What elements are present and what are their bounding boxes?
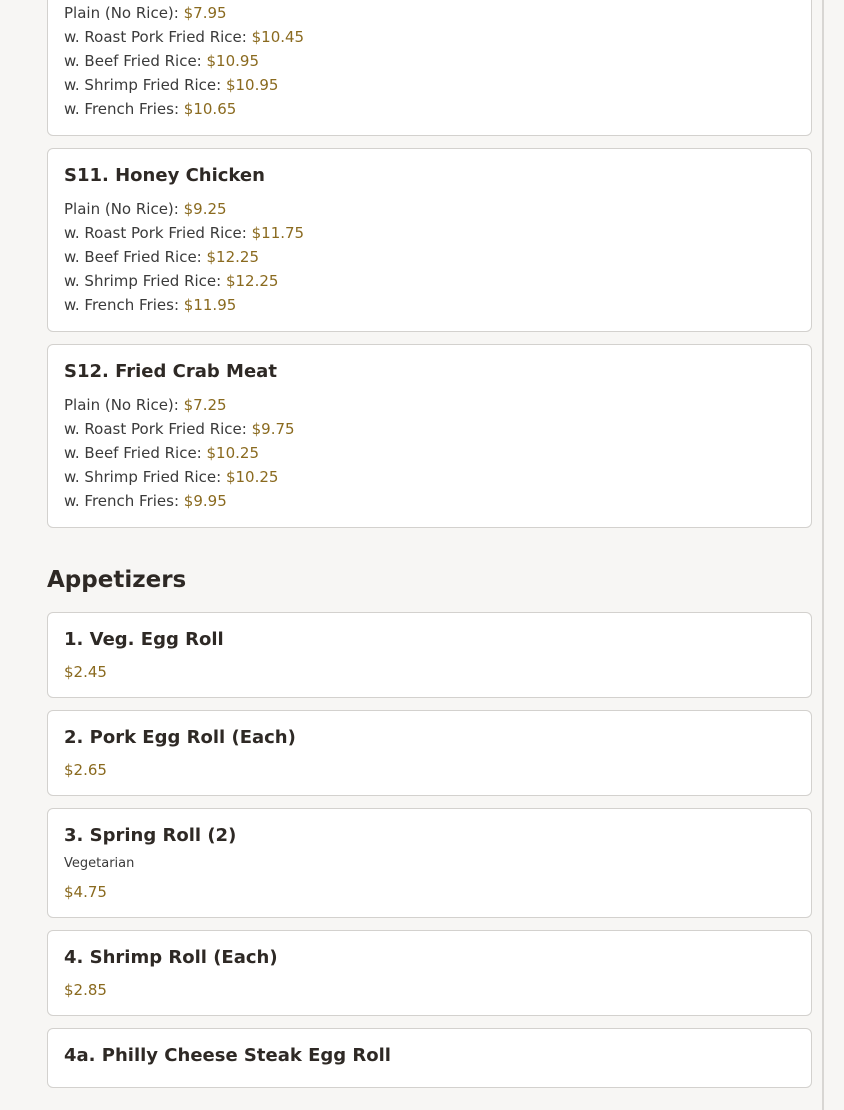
price-row bbox=[64, 441, 795, 465]
price-value: $12.25 bbox=[206, 248, 259, 266]
price-label: w. French Fries: bbox=[64, 492, 184, 510]
price-label: w. Beef Fried Rice: bbox=[64, 52, 207, 70]
price-row bbox=[64, 25, 795, 49]
price-label: w. Roast Pork Fried Rice: bbox=[64, 28, 252, 46]
price-value: $10.45 bbox=[251, 28, 305, 46]
price-value: $10.95 bbox=[225, 76, 279, 94]
item-price: $2.85 bbox=[64, 981, 107, 999]
menu-item-card[interactable] bbox=[47, 148, 812, 332]
price-row bbox=[64, 293, 795, 317]
menu-item-card[interactable] bbox=[47, 0, 812, 136]
price-row bbox=[64, 197, 795, 221]
menu-item-card[interactable] bbox=[47, 930, 812, 1016]
price-label: w. French Fries: bbox=[64, 296, 184, 314]
item-title: S12. Fried Crab Meat bbox=[64, 361, 277, 382]
menu-item-card[interactable] bbox=[47, 612, 812, 698]
price-value: $9.75 bbox=[251, 420, 295, 438]
item-description: Vegetarian bbox=[64, 856, 135, 871]
price-value: $10.25 bbox=[206, 444, 259, 462]
price-row bbox=[64, 97, 795, 121]
price-value: $9.25 bbox=[183, 200, 227, 218]
price-value: $10.65 bbox=[183, 100, 237, 118]
price-label: w. French Fries: bbox=[64, 100, 184, 118]
item-title: 4. Shrimp Roll (Each) bbox=[64, 947, 278, 968]
price-value: $11.75 bbox=[251, 224, 305, 242]
price-row bbox=[64, 49, 795, 73]
price-row bbox=[64, 393, 795, 417]
price-label: Plain (No Rice): bbox=[64, 4, 184, 22]
item-title: 4a. Philly Cheese Steak Egg Roll bbox=[64, 1045, 391, 1066]
item-title: S11. Honey Chicken bbox=[64, 165, 265, 186]
price-label: w. Beef Fried Rice: bbox=[64, 444, 207, 462]
price-value: $11.95 bbox=[183, 296, 237, 314]
price-label: Plain (No Rice): bbox=[64, 396, 184, 414]
price-label: w. Beef Fried Rice: bbox=[64, 248, 207, 266]
price-label: w. Roast Pork Fried Rice: bbox=[64, 420, 252, 438]
price-value: $9.95 bbox=[183, 492, 227, 510]
menu-column bbox=[47, 0, 812, 1100]
price-row bbox=[64, 489, 795, 513]
menu-item-card[interactable] bbox=[47, 1028, 812, 1088]
item-price: $2.65 bbox=[64, 761, 107, 779]
price-value: $10.25 bbox=[225, 468, 279, 486]
menu-item-card[interactable] bbox=[47, 808, 812, 918]
menu-item-card[interactable] bbox=[47, 344, 812, 528]
price-row bbox=[64, 269, 795, 293]
price-row bbox=[64, 417, 795, 441]
price-row bbox=[64, 221, 795, 245]
price-label: w. Shrimp Fried Rice: bbox=[64, 468, 226, 486]
price-row bbox=[64, 465, 795, 489]
price-value: $10.95 bbox=[206, 52, 259, 70]
price-label: w. Roast Pork Fried Rice: bbox=[64, 224, 252, 242]
price-label: Plain (No Rice): bbox=[64, 200, 184, 218]
item-price: $2.45 bbox=[64, 663, 107, 681]
price-value: $7.95 bbox=[183, 4, 227, 22]
price-row bbox=[64, 73, 795, 97]
menu-item-card[interactable] bbox=[47, 710, 812, 796]
item-title: 3. Spring Roll (2) bbox=[64, 825, 237, 846]
price-row bbox=[64, 1, 795, 25]
item-title: 2. Pork Egg Roll (Each) bbox=[64, 727, 296, 748]
price-label: w. Shrimp Fried Rice: bbox=[64, 76, 226, 94]
item-title: 1. Veg. Egg Roll bbox=[64, 629, 224, 650]
price-label: w. Shrimp Fried Rice: bbox=[64, 272, 226, 290]
page-right-border bbox=[822, 0, 824, 1110]
section-heading-appetizers: Appetizers bbox=[47, 567, 187, 593]
price-row bbox=[64, 245, 795, 269]
price-value: $7.25 bbox=[183, 396, 227, 414]
item-price: $4.75 bbox=[64, 883, 107, 901]
price-value: $12.25 bbox=[225, 272, 279, 290]
